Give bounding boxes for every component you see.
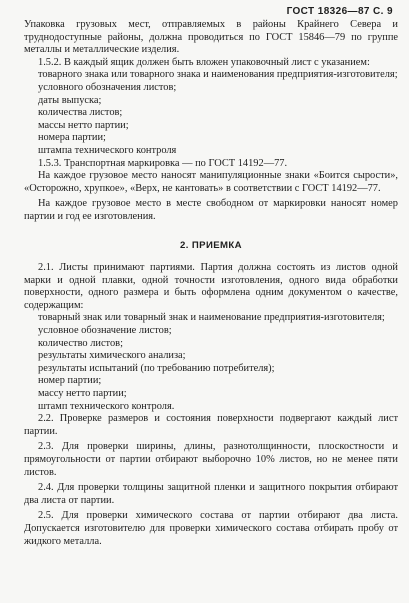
- packing-list-item: даты выпуска;: [38, 94, 102, 106]
- clause-2-1: 2.1. Листы принимают партиями. Партия должна состоять из листов одной марки и одной плавки, одной точности изготовления, одного вида обработки поверхности, одного размера и быть оформлена одним документом о качестве, содержащим:: [24, 262, 398, 311]
- clause-2-2: 2.2. Проверке размеров и состояния поверхности подвергают каждый лист партии.: [24, 413, 398, 437]
- page-header: ГОСТ 18326—87 С. 9: [286, 6, 393, 17]
- document-body: [24, 19, 398, 548]
- quality-doc-list-item: товарный знак или товарный знак и наименование предприятия-изготовителя;: [38, 312, 385, 324]
- quality-doc-list-item: номер партии;: [38, 375, 102, 387]
- packing-list-item: штампа технического контроля: [38, 144, 177, 156]
- clause-2-3: 2.3. Для проверки ширины, длины, разнотолщинности, плоскостности и прямоугольности от партии отбирают выборочно 10% листов, но не менее пяти листов.: [24, 441, 398, 478]
- clause-2-5: 2.5. Для проверки химического состава от партии отбирают два листа. Допускается изготовителю для проверки химического состава отбирать пробу от жидкого металла.: [24, 510, 398, 547]
- quality-doc-list-item: массу нетто партии;: [38, 388, 127, 400]
- quality-doc-list-item: условное обозначение листов;: [38, 325, 172, 337]
- quality-doc-list-item: штамп технического контроля.: [38, 400, 175, 412]
- quality-doc-list-item: результаты химического анализа;: [38, 350, 186, 362]
- handling-marks-paragraph: На каждое грузовое место наносят манипуляционные знаки «Боится сырости», «Осторожно, хрупкое», «Верх, не кантовать» в соответствии с ГОСТ 14192—77.: [24, 170, 398, 194]
- quality-doc-list-item: результаты испытаний (по требованию потребителя);: [38, 362, 275, 374]
- packing-paragraph: Упаковка грузовых мест, отправляемых в районы Крайнего Севера и труднодоступные районы, должна проводиться по ГОСТ 15846—79 по группе металлы и металлические изделия.: [24, 19, 398, 56]
- quality-doc-list-item: количество листов;: [38, 337, 123, 349]
- packing-list-item: количества листов;: [38, 107, 123, 119]
- clause-1-5-3: 1.5.3. Транспортная маркировка — по ГОСТ 14192—77.: [38, 157, 288, 169]
- batch-number-paragraph: На каждое грузовое место в месте свободном от маркировки наносят номер партии и год ее изготовления.: [24, 198, 398, 222]
- section-title: 2. ПРИЕМКА: [179, 239, 243, 251]
- packing-list-item: номера партии;: [38, 132, 106, 144]
- packing-list-item: массы нетто партии;: [38, 119, 129, 131]
- clause-1-5-2: 1.5.2. В каждый ящик должен быть вложен упаковочный лист с указанием:: [38, 56, 370, 68]
- clause-2-4: 2.4. Для проверки толщины защитной пленки и защитного покрытия отбирают два листа от партии.: [24, 482, 398, 506]
- packing-list-item: товарного знака или товарного знака и наименования предприятия-изготовителя;: [38, 69, 398, 81]
- packing-list-item: условного обозначения листов;: [38, 81, 177, 93]
